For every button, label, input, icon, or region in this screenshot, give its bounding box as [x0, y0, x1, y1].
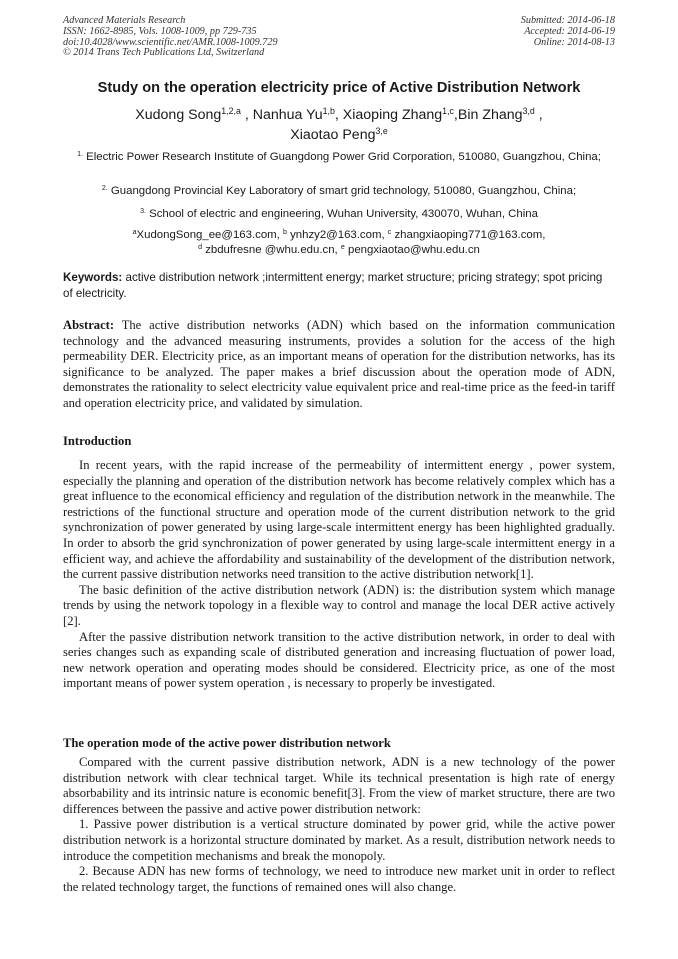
abstract	[63, 318, 615, 412]
paragraph: In recent years, with the rapid increase of the permeability of intermittent energy , power system, especially the planning and operation of the distribution network has become relatively complex which has a great influence to the economical efficiency and regulation of the distribution network in the meanwhile. The restrictions of the functional structure and operation mode of the current distribution network to the grid synchronization of power generated by using large-scale intermittent energy has been highlighted gradually. In order to absorb the grid synchronization of power generated by using large-scale intermittent energy in a efficient way, and achieve the affordability and sustainability of the development of the distribution network, the current passive distribution networks need transition to the active distribution network[1].	[63, 458, 615, 582]
list-item: 1. Passive power distribution is a vertical structure dominated by power grid, while the active power distribution network is a horizontal structure dominated by market. As a result, distribution network needs to introduce the competition mechanisms and break the monopoly.	[63, 817, 615, 863]
affiliation-1: $^{1.}$ Electric Power Research Institute of Guangdong Power Grid Corporation, 510080, Guangzhou, China;	[77, 151, 601, 163]
author: Xiaotao Peng$^{3,e}$	[290, 126, 388, 143]
journal-info	[63, 16, 278, 59]
introduction-body	[63, 458, 615, 692]
list-item: 2. Because ADN has new forms of technology, we need to introduce new market unit in order to reflect the related technology target, the functions of remained ones will also change.	[63, 864, 615, 894]
author: Xiaoping Zhang$^{1,c}$,	[342, 106, 458, 123]
operation-mode-body	[63, 755, 615, 895]
email: $^a$XudongSong_ee@163.com,	[132, 229, 283, 241]
online-date: Online: 2014-08-13	[533, 36, 615, 48]
keywords	[63, 270, 615, 301]
accepted-date: Accepted: 2014-06-19	[524, 25, 615, 37]
paragraph: Compared with the current passive distribution network, ADN is a new technology of the power distribution network with clear technical target. While its technical presentation is high rate of energy absorbability and its intrinsic nature is economic benefit[3]. From the view of market structure, there are two differences between the passive and active power distribution network:	[63, 755, 615, 816]
author: Bin Zhang$^{3,d}$ ,	[457, 106, 543, 123]
email: $^e$ pengxiaotao@whu.edu.cn	[340, 243, 480, 256]
email: $^c$ zhangxiaoping771@163.com,	[387, 229, 546, 241]
author: Nanhua Yu$^{1,b}$,	[252, 106, 343, 123]
affiliation-2: $^{2.}$ Guangdong Provincial Key Laboratory of smart grid technology, 510080, Guangzhou, China;	[101, 185, 577, 197]
paragraph: The basic definition of the active distribution network (ADN) is: the distribution system which manage trends by using the network topology in a flexible way to control and manage the local DER active actively [2].	[63, 582, 615, 628]
keywords-text: active distribution network ;intermittent energy; market structure; pricing strategy; spot pricing of electricity.	[63, 271, 603, 300]
section-heading-operation-mode: The operation mode of the active power distribution network	[63, 736, 391, 750]
paper-title: Study on the operation electricity price of Active Distribution Network	[97, 80, 581, 96]
email: $^b$ ynhzy2@163.com,	[283, 229, 388, 241]
email: $^d$ zbdufresne @whu.edu.cn,	[198, 243, 341, 256]
submitted-date: Submitted: 2014-06-18	[520, 15, 615, 26]
submission-dates	[521, 16, 615, 48]
abstract-text: The active distribution networks (ADN) which based on the information communication technology and the advanced measuring instruments, provides a solution for the access of the high permeability DER. Electricity price, as an important means of operation for the distribution networks, has its significance to be analyzed. The paper makes a brief discussion about the operation mode of ADN, demonstrates the rationality to select electricity value equivalent price and real-time price as the feed-in tariff and operation electricity price, and validated by simulation.	[63, 318, 615, 410]
issn-line: ISSN: 1662-8985, Vols. 1008-1009, pp 729-735	[63, 25, 257, 37]
author: Xudong Song$^{1,2,a}$ ,	[135, 106, 253, 123]
paragraph: After the passive distribution network transition to the active distribution network, in order to deal with series changes such as expanding scale of distributed generation and increasing fluctuation of power load, new network operation and operating modes should be considered. Electricity price, as one of the most important means of power system operation , is necessary to properly be investigated.	[63, 629, 615, 691]
keywords-label: Keywords:	[63, 271, 123, 284]
author-list	[40, 105, 638, 145]
section-heading-introduction: Introduction	[63, 434, 132, 448]
copyright-line: © 2014 Trans Tech Publications Ltd, Switzerland	[63, 47, 265, 59]
doi-line: doi:10.4028/www.scientific.net/AMR.1008-1009.729	[63, 36, 278, 48]
abstract-label: Abstract:	[63, 318, 115, 332]
journal-name: Advanced Materials Research	[63, 15, 186, 26]
author-emails	[66, 228, 612, 257]
affiliation-3: $^{3.}$ School of electric and engineering, Wuhan University, 430070, Wuhan, China	[140, 208, 538, 220]
